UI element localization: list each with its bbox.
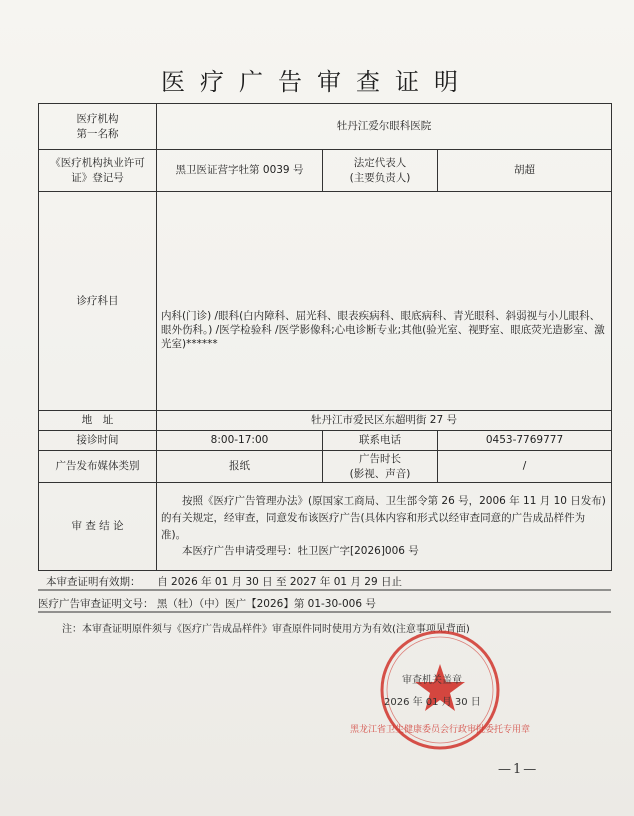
validity-line	[46, 574, 402, 589]
row-license	[39, 150, 612, 192]
row-conclusion	[39, 483, 612, 571]
phone-value: 0453-7769777	[438, 431, 612, 451]
document-title: 医疗广告审查证明	[161, 68, 473, 96]
license-label: 《医疗机构执业许可证》登记号	[39, 150, 157, 192]
official-seal-icon	[349, 628, 531, 752]
row-scope	[39, 192, 612, 411]
application-number: 本医疗广告申请受理号：牡卫医广字[2026]006 号	[182, 545, 419, 558]
seal-text: 黑龙江省卫生健康委员会行政审批委托专用章	[349, 725, 531, 735]
note-text: 注：本审查证明原件须与《医疗广告成品样件》审查原件同时使用方为有效(注意事项见背面)	[62, 624, 470, 635]
license-value: 黑卫医证营字牡第 0039 号	[157, 150, 323, 192]
org-name-label: 医疗机构 第一名称	[39, 104, 157, 150]
stamp-date: 2026 年 01 月 30 日	[384, 697, 481, 708]
phone-label: 联系电话	[323, 431, 438, 451]
media-label: 广告发布媒体类别	[39, 451, 157, 483]
legal-rep-label: 法定代表人 (主要负责人)	[323, 150, 438, 192]
legal-rep-value: 胡超	[438, 150, 612, 192]
page-number: —1—	[498, 762, 539, 777]
row-address	[39, 411, 612, 431]
conclusion-text: 按照《医疗广告管理办法》(原国家工商局、卫生部令第 26 号，2006 年 11 月 10 日发布)的有关规定，经审查，同意发布该医疗广告(具体内容和形式以经审查同意的广告成品样件为准)。	[161, 494, 606, 541]
validity-label: 本审查证明有效期：	[46, 576, 141, 588]
address-label: 地 址	[39, 411, 157, 431]
duration-label: 广告时长 (影视、声音)	[323, 451, 438, 483]
address-value: 牡丹江市爱民区东超明街 27 号	[157, 411, 612, 431]
org-name-value: 牡丹江爱尔眼科医院	[157, 104, 612, 150]
conclusion-label: 审 查 结 论	[39, 483, 157, 571]
scope-value: 内科(门诊) /眼科(白内障科、屈光科、眼表疾病科、眼底病科、青光眼科、斜弱视与小儿眼科、眼外伤科。) /医学检验科 /医学影像科;心电诊断专业;其他(验光室、视野室、眼底荧光造影室、激光室)******	[161, 309, 605, 351]
row-hours	[39, 431, 612, 451]
cert-number-label: 医疗广告审查证明文号：	[38, 598, 154, 610]
cert-number-line	[38, 596, 376, 611]
media-value: 报纸	[157, 451, 323, 483]
hours-value: 8:00-17:00	[157, 431, 323, 451]
row-media	[39, 451, 612, 483]
cert-number-value: 黑（牡）（中）医广【2026】第 01-30-006 号	[156, 598, 376, 610]
validity-value: 自 2026 年 01 月 30 日 至 2027 年 01 月 29 日止	[157, 576, 402, 588]
duration-value: /	[438, 451, 612, 483]
row-org-name	[39, 104, 612, 150]
scope-label: 诊疗科目	[39, 192, 157, 411]
hours-label: 接诊时间	[39, 431, 157, 451]
certificate-form	[38, 103, 612, 571]
stamp-note: 审查机关盖章	[402, 675, 462, 686]
